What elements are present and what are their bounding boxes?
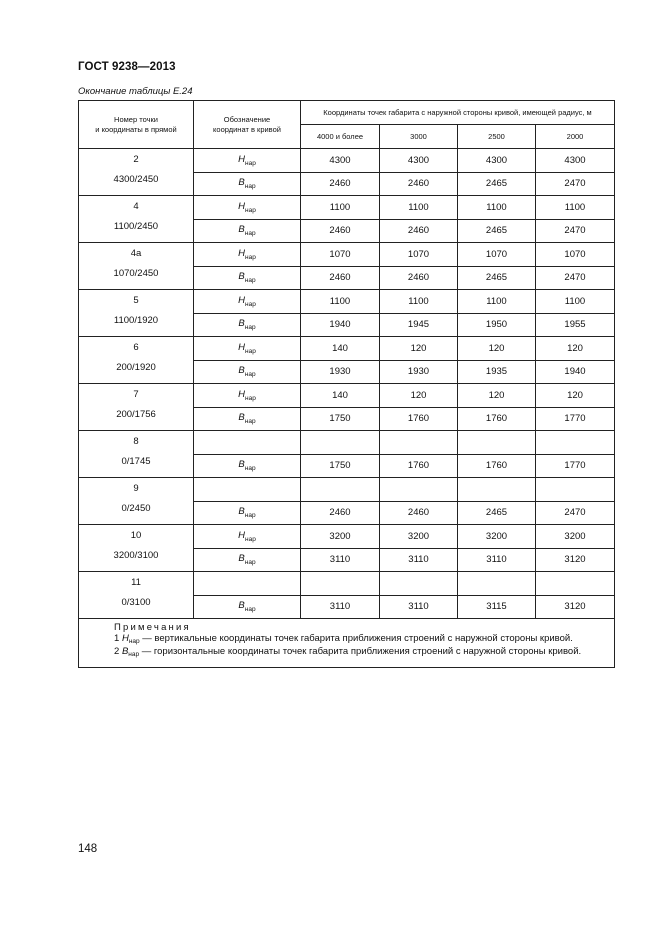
empty-cell	[194, 572, 301, 596]
point-cell	[79, 337, 194, 384]
value-cell: 2465	[458, 266, 536, 290]
point-cell	[79, 478, 194, 525]
point-cell	[79, 525, 194, 572]
empty-cell	[301, 431, 380, 455]
point-number: 8	[133, 436, 139, 447]
point-coordinates: 3200/3100	[113, 550, 159, 561]
point-number: 9	[133, 483, 139, 494]
value-cell: 4300	[458, 149, 536, 173]
coordinate-symbol	[194, 501, 301, 525]
table-row	[79, 525, 615, 549]
coordinate-symbol	[194, 266, 301, 290]
symbol-subscript: нар	[244, 559, 256, 567]
value-cell: 1070	[380, 243, 458, 267]
value-cell: 2465	[458, 172, 536, 196]
table-row	[79, 478, 615, 502]
point-coordinates: 0/2450	[121, 503, 151, 514]
note-line	[114, 634, 614, 648]
value-cell: 2465	[458, 501, 536, 525]
symbol-subscript: нар	[245, 206, 256, 214]
value-cell: 2460	[380, 266, 458, 290]
value-cell: 2460	[301, 172, 380, 196]
col-header-point	[79, 101, 194, 149]
value-cell: 3200	[458, 525, 536, 549]
symbol-subscript: нар	[245, 159, 256, 167]
coordinate-symbol	[194, 219, 301, 243]
empty-cell	[301, 572, 380, 596]
note-text: — горизонтальные координаты точек габарита приближения строений с наружной стороны кривой.	[141, 646, 582, 657]
col-header-designation-line2: координат в кривой	[213, 124, 281, 134]
symbol-subscript: нар	[244, 465, 256, 473]
coordinate-symbol	[194, 525, 301, 549]
col-header-group: Координаты точек габарита с наружной стороны кривой, имеющей радиус, м	[301, 101, 615, 125]
value-cell: 1945	[380, 313, 458, 337]
point-coordinates: 4300/2450	[113, 174, 159, 185]
value-cell: 2460	[380, 501, 458, 525]
value-cell: 3110	[301, 548, 380, 572]
symbol-letter: H	[238, 294, 246, 306]
value-cell: 1100	[301, 290, 380, 314]
note-symbol-subscript: нар	[128, 651, 140, 658]
value-cell: 1070	[536, 243, 615, 267]
symbol-letter: H	[238, 200, 246, 212]
value-cell: 1100	[458, 196, 536, 220]
empty-cell	[380, 478, 458, 502]
value-cell: 140	[301, 384, 380, 408]
coordinate-symbol	[194, 548, 301, 572]
table-row	[79, 149, 615, 173]
note-symbol: H	[121, 632, 129, 644]
page-number: 148	[78, 843, 98, 855]
table-row	[79, 196, 615, 220]
value-cell: 2470	[536, 266, 615, 290]
table-row	[79, 243, 615, 267]
note-number: 1	[114, 632, 120, 644]
coordinate-symbol	[194, 172, 301, 196]
coordinate-symbol	[194, 337, 301, 361]
value-cell: 1100	[301, 196, 380, 220]
symbol-subscript: нар	[245, 347, 256, 355]
point-cell	[79, 196, 194, 243]
point-coordinates: 200/1756	[116, 409, 156, 420]
col-header-designation-line1: Обозначение	[223, 114, 271, 124]
radius-header: 3000	[380, 125, 458, 149]
value-cell: 1100	[380, 196, 458, 220]
value-cell: 2460	[301, 266, 380, 290]
value-cell: 2460	[301, 501, 380, 525]
value-cell: 120	[380, 337, 458, 361]
value-cell: 1760	[380, 454, 458, 478]
value-cell: 1100	[536, 196, 615, 220]
value-cell: 1100	[536, 290, 615, 314]
point-coordinates: 1070/2450	[113, 268, 159, 279]
symbol-letter: B	[238, 271, 245, 283]
symbol-subscript: нар	[244, 324, 256, 332]
symbol-letter: B	[238, 412, 245, 424]
value-cell: 1750	[301, 454, 380, 478]
table-row	[79, 290, 615, 314]
value-cell: 2460	[380, 219, 458, 243]
coordinate-symbol	[194, 360, 301, 384]
value-cell: 1100	[380, 290, 458, 314]
table-caption: Окончание таблицы Е.24	[78, 86, 193, 97]
point-cell	[79, 149, 194, 196]
value-cell: 2460	[380, 172, 458, 196]
value-cell: 3115	[458, 595, 536, 619]
value-cell: 120	[458, 337, 536, 361]
symbol-subscript: нар	[244, 512, 256, 520]
symbol-letter: H	[238, 388, 246, 400]
symbol-letter: B	[238, 459, 245, 471]
empty-cell	[458, 431, 536, 455]
point-number: 6	[133, 342, 139, 353]
coordinate-symbol	[194, 454, 301, 478]
value-cell: 1935	[458, 360, 536, 384]
coordinate-symbol	[194, 384, 301, 408]
coordinate-symbol	[194, 595, 301, 619]
empty-cell	[458, 572, 536, 596]
symbol-subscript: нар	[245, 253, 256, 261]
symbol-subscript: нар	[244, 418, 256, 426]
value-cell: 1770	[536, 407, 615, 431]
value-cell: 1100	[458, 290, 536, 314]
value-cell: 1070	[458, 243, 536, 267]
point-number: 2	[133, 154, 139, 165]
value-cell: 1930	[301, 360, 380, 384]
value-cell: 1950	[458, 313, 536, 337]
symbol-letter: B	[238, 318, 245, 330]
value-cell: 1760	[458, 454, 536, 478]
symbol-subscript: нар	[244, 606, 256, 614]
col-header-point-line1: Номер точки	[114, 114, 158, 124]
symbol-subscript: нар	[245, 300, 256, 308]
symbol-letter: B	[238, 365, 245, 377]
coordinates-table	[78, 100, 615, 668]
value-cell: 1930	[380, 360, 458, 384]
empty-cell	[536, 431, 615, 455]
value-cell: 3110	[380, 595, 458, 619]
value-cell: 1940	[536, 360, 615, 384]
coordinate-symbol	[194, 407, 301, 431]
value-cell: 3200	[380, 525, 458, 549]
coordinate-symbol	[194, 149, 301, 173]
value-cell: 3110	[458, 548, 536, 572]
point-number: 4а	[130, 248, 142, 259]
point-coordinates: 1100/1920	[113, 315, 159, 326]
empty-cell	[194, 478, 301, 502]
value-cell: 3110	[301, 595, 380, 619]
value-cell: 3200	[536, 525, 615, 549]
symbol-letter: B	[238, 600, 245, 612]
note-symbol: B	[121, 646, 129, 657]
value-cell: 120	[380, 384, 458, 408]
symbol-subscript: нар	[245, 394, 256, 402]
point-number: 10	[130, 530, 142, 541]
col-header-point-line2: и координаты в прямой	[95, 124, 177, 134]
point-cell	[79, 572, 194, 619]
value-cell: 1760	[458, 407, 536, 431]
note-text: — вертикальные координаты точек габарита приближения строений с наружной стороны кривой.	[142, 632, 573, 644]
value-cell: 2470	[536, 501, 615, 525]
value-cell: 2460	[301, 219, 380, 243]
empty-cell	[380, 572, 458, 596]
point-number: 7	[133, 389, 139, 400]
coordinate-symbol	[194, 290, 301, 314]
value-cell: 4300	[536, 149, 615, 173]
empty-cell	[536, 478, 615, 502]
value-cell: 120	[536, 337, 615, 361]
table-row	[79, 337, 615, 361]
symbol-letter: H	[238, 529, 246, 541]
table-row	[79, 384, 615, 408]
value-cell: 2465	[458, 219, 536, 243]
point-coordinates: 0/1745	[121, 456, 151, 467]
point-coordinates: 1100/2450	[113, 221, 159, 232]
value-cell: 1770	[536, 454, 615, 478]
symbol-subscript: нар	[244, 183, 256, 191]
coordinate-symbol	[194, 196, 301, 220]
coordinate-symbol	[194, 243, 301, 267]
value-cell: 3120	[536, 595, 615, 619]
value-cell: 1955	[536, 313, 615, 337]
point-coordinates: 200/1920	[116, 362, 156, 373]
radius-header: 2500	[458, 125, 536, 149]
note-symbol-subscript: нар	[128, 637, 140, 645]
point-cell	[79, 384, 194, 431]
empty-cell	[380, 431, 458, 455]
symbol-letter: B	[238, 553, 245, 565]
value-cell: 1070	[301, 243, 380, 267]
point-cell	[79, 243, 194, 290]
empty-cell	[301, 478, 380, 502]
symbol-letter: B	[238, 177, 245, 189]
value-cell: 3120	[536, 548, 615, 572]
point-coordinates: 0/3100	[121, 597, 151, 608]
symbol-letter: H	[238, 153, 246, 165]
value-cell: 140	[301, 337, 380, 361]
point-number: 4	[133, 201, 139, 212]
notes-row	[79, 619, 615, 668]
col-header-designation	[194, 101, 301, 149]
symbol-letter: B	[238, 506, 245, 518]
value-cell: 1940	[301, 313, 380, 337]
value-cell: 1760	[380, 407, 458, 431]
value-cell: 3200	[301, 525, 380, 549]
empty-cell	[458, 478, 536, 502]
symbol-letter: H	[238, 247, 246, 259]
table-row	[79, 431, 615, 455]
empty-cell	[536, 572, 615, 596]
symbol-subscript: нар	[244, 371, 256, 379]
symbol-subscript: нар	[244, 277, 256, 285]
symbol-subscript: нар	[244, 230, 256, 238]
value-cell: 4300	[380, 149, 458, 173]
value-cell: 3110	[380, 548, 458, 572]
radius-header: 2000	[536, 125, 615, 149]
table-row	[79, 572, 615, 596]
value-cell: 120	[536, 384, 615, 408]
symbol-subscript: нар	[245, 535, 256, 543]
point-number: 11	[131, 577, 141, 588]
radius-header: 4000 и более	[301, 125, 380, 149]
symbol-letter: B	[238, 224, 245, 236]
point-cell	[79, 290, 194, 337]
coordinate-symbol	[194, 313, 301, 337]
value-cell: 1750	[301, 407, 380, 431]
value-cell: 4300	[301, 149, 380, 173]
point-cell	[79, 431, 194, 478]
notes-heading: Примечания	[114, 622, 191, 633]
empty-cell	[194, 431, 301, 455]
note-line	[114, 647, 614, 661]
point-number: 5	[133, 295, 139, 306]
symbol-letter: H	[238, 341, 246, 353]
value-cell: 2470	[536, 172, 615, 196]
value-cell: 2470	[536, 219, 615, 243]
value-cell: 120	[458, 384, 536, 408]
document-title: ГОСТ 9238—2013	[78, 61, 176, 73]
notes-cell	[79, 619, 615, 668]
note-number: 2	[114, 646, 120, 657]
